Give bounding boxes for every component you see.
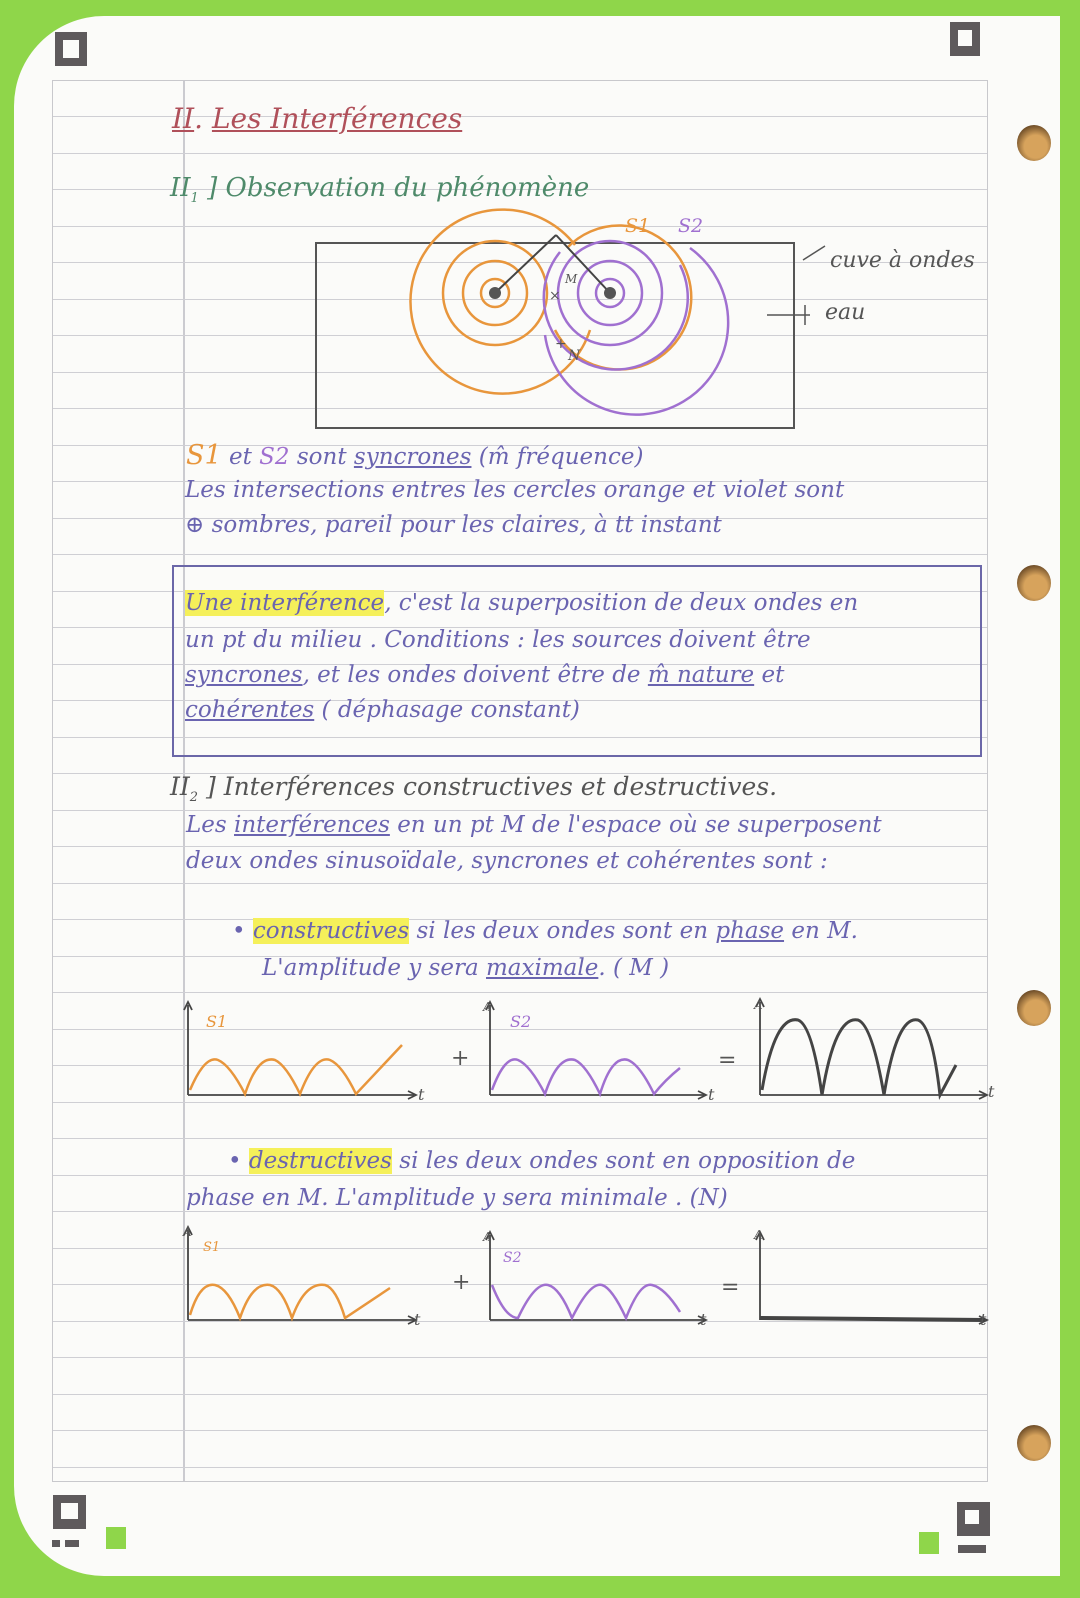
note-line-1: S1 et S2 sont syncrones (m̂ fréquence) bbox=[186, 440, 644, 471]
page-title: II. Les Interférences bbox=[172, 102, 463, 135]
note-line-3: ⊕ sombres, pareil pour les claires, à tt instant bbox=[185, 512, 722, 538]
graph-axis-t: t bbox=[700, 1310, 707, 1329]
annotation-wave-tank: cuve à ondes bbox=[830, 248, 975, 273]
constructive-line-2: L'amplitude y sera maximale. ( M ) bbox=[262, 955, 670, 981]
point-marker-m: × bbox=[549, 288, 561, 304]
graph-axis-a: A bbox=[483, 1000, 492, 1014]
definition-line-3: syncrones, et les ondes doivent être de m̂ nature et bbox=[185, 662, 785, 688]
graph-axis-a: A bbox=[754, 1228, 763, 1242]
graph-label-s2: S2 bbox=[510, 1012, 532, 1031]
destructive-line-2: phase en M. L'amplitude y sera minimale . (N) bbox=[186, 1185, 728, 1211]
point-label-n: N bbox=[568, 348, 581, 364]
section-1-heading: $II_1$ ] Observation du phénomène bbox=[170, 173, 590, 207]
source-label-s2: S2 bbox=[678, 215, 704, 237]
point-label-m: M bbox=[565, 272, 578, 286]
source-label-s1: S1 bbox=[625, 215, 651, 237]
constructive-line-1: • constructives si les deux ondes sont en phase en M. bbox=[232, 918, 858, 944]
point-marker-n: + bbox=[555, 336, 567, 352]
graph-axis-a: A bbox=[754, 998, 763, 1012]
graph-label-s1: S1 bbox=[203, 1240, 221, 1255]
definition-line-4: cohérentes ( déphasage constant) bbox=[185, 697, 580, 723]
annotation-water: eau bbox=[825, 300, 866, 325]
graph-axis-t: t bbox=[708, 1085, 715, 1104]
note-line-2: Les intersections entres les cercles orange et violet sont bbox=[185, 477, 845, 503]
graph-axis-t: t bbox=[414, 1310, 421, 1329]
destructive-line-1: • destructives si les deux ondes sont en opposition de bbox=[228, 1148, 856, 1174]
section-2-intro-1: Les interférences en un pt M de l'espace où se superposent bbox=[186, 812, 882, 838]
definition-line-1: Une interférence, c'est la superposition de deux ondes en bbox=[185, 590, 859, 616]
section-2-heading: $II_2$ ] Interférences constructives et destructives. bbox=[170, 772, 778, 805]
graph-axis-a: A bbox=[483, 1230, 492, 1244]
equals-sign: = bbox=[718, 1048, 737, 1073]
definition-line-2: un pt du milieu . Conditions : les sources doivent être bbox=[185, 627, 811, 653]
graph-label-s1: S1 bbox=[206, 1012, 228, 1031]
graph-axis-a: A bbox=[183, 1225, 192, 1239]
graph-axis-t: t bbox=[418, 1085, 425, 1104]
graph-axis-t: t bbox=[988, 1082, 995, 1101]
graph-axis-t: t bbox=[980, 1310, 987, 1329]
equals-sign: = bbox=[721, 1275, 740, 1300]
plus-sign: + bbox=[452, 1270, 471, 1295]
graph-label-s2: S2 bbox=[503, 1250, 522, 1266]
plus-sign: + bbox=[451, 1046, 470, 1071]
section-2-intro-2: deux ondes sinusoïdale, syncrones et cohérentes sont : bbox=[186, 848, 828, 874]
